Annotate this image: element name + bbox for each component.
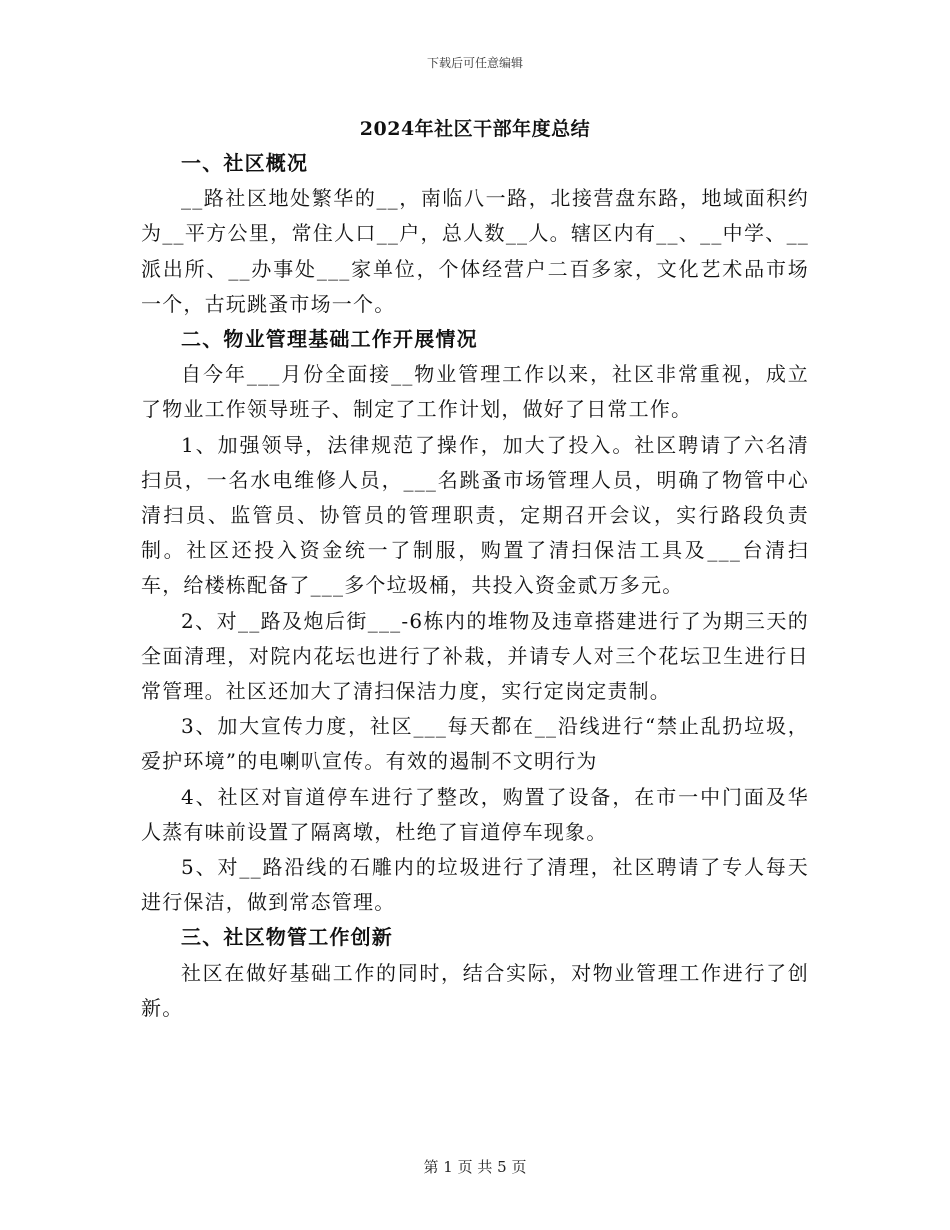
paragraph: 4、社区对盲道停车进行了整改，购置了设备，在市一中门面及华人蒸有味前设置了隔离墩，杜绝了盲道停车现象。 (141, 784, 809, 844)
paragraph: 1、加强领导，法律规范了操作，加大了投入。社区聘请了六名清扫员，一名水电维修人员，___名跳蚤市场管理人员，明确了物管中心清扫员、监管员、协管员的管理职责，定期召开会议，实行路段负责制。社区还投入资金统一了制服，购置了清扫保洁工具及___台清扫车，给楼栋配备了___多个垃圾桶，共投入资金贰万多元。 (141, 432, 809, 598)
paragraph: 自今年___月份全面接__物业管理工作以来，社区非常重视，成立了物业工作领导班子、制定了工作计划，做好了日常工作。 (141, 362, 809, 422)
section-heading-property-management: 二、物业管理基础工作开展情况 (181, 327, 478, 352)
paragraph: 5、对__路沿线的石雕内的垃圾进行了清理，社区聘请了专人每天进行保洁，做到常态管理。 (141, 855, 809, 915)
page-number-footer: 第 1 页 共 5 页 (423, 1158, 527, 1176)
document-title: 2024年社区干部年度总结 (359, 118, 591, 140)
paragraph: 3、加大宣传力度，社区___每天都在__沿线进行“禁止乱扔垃圾，爱护环境”的电喇叭宣传。有效的遏制不文明行为 (141, 714, 809, 774)
paragraph: __路社区地处繁华的__，南临八一路，北接营盘东路，地域面积约为__平方公里，常住人口__户，总人数__人。辖区内有__、__中学、__派出所、__办事处___家单位，个体经营户二百多家，文化艺术品市场一个，古玩跳蚤市场一个。 (141, 186, 809, 316)
page-header-note: 下载后可任意编辑 (426, 56, 523, 70)
section-heading-overview: 一、社区概况 (181, 151, 309, 175)
paragraph: 社区在做好基础工作的同时，结合实际，对物业管理工作进行了创新。 (141, 960, 809, 1020)
section-heading-innovation: 三、社区物管工作创新 (181, 925, 393, 950)
paragraph: 2、对__路及炮后街___-6栋内的堆物及违章搭建进行了为期三天的全面清理，对院内花坛也进行了补栽，并请专人对三个花坛卫生进行日常管理。社区还加大了清扫保洁力度，实行定岗定责制。 (141, 608, 809, 704)
document-body (141, 146, 809, 1026)
